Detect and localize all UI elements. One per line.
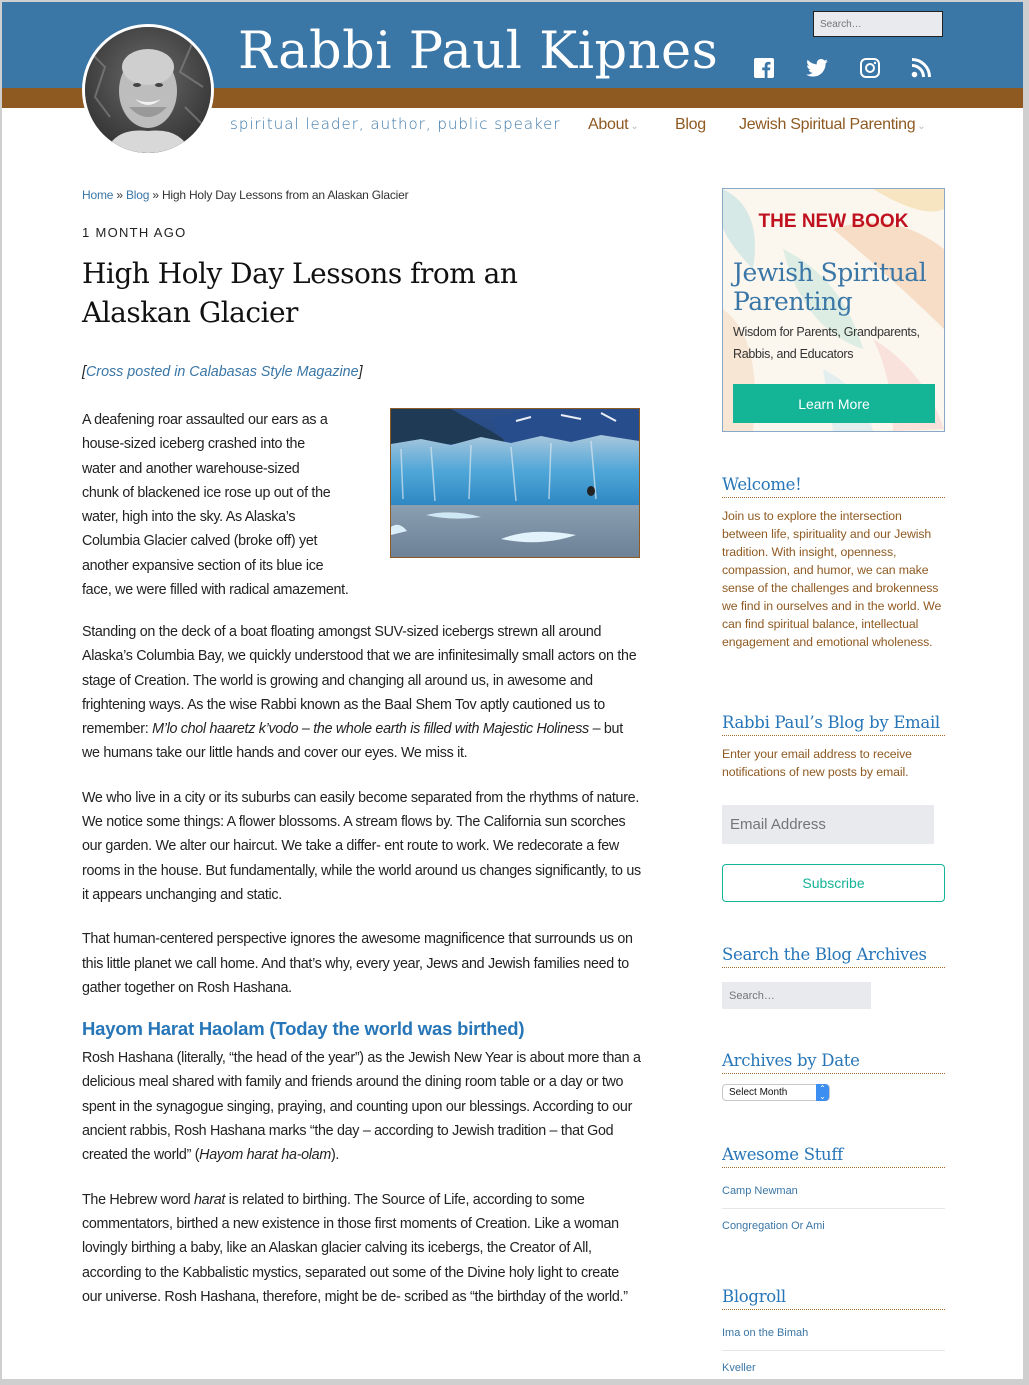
link-camp-newman[interactable]: Camp Newman [722,1185,798,1197]
text-line: water and another warehouse-sized [82,460,300,477]
ad-subtitle [733,321,920,365]
learn-more-button[interactable]: Learn More [733,384,935,423]
main-content [82,188,642,1305]
text-line: water, high into the sky. As Alaska’s [82,509,296,526]
paragraph [82,1188,642,1309]
ad-title-line: Parenting [733,287,853,316]
breadcrumb [82,188,642,202]
text: – but we humans take our little hands and cover our eyes. We miss it. [82,721,623,762]
text-line: another expansive section of its blue ice [82,557,324,574]
cross-post-note [82,364,363,380]
link-congregation-or-ami[interactable]: Congregation Or Ami [722,1220,825,1232]
twitter-icon[interactable] [804,55,830,81]
facebook-icon[interactable] [751,55,777,81]
month-select-value: Select Month [729,1087,788,1098]
breadcrumb-separator: » [149,188,162,202]
glacier-image[interactable] [390,408,640,558]
bracket: [ [82,364,86,380]
text: Standing on the deck of a boat floating amongst SUV-sized icebergs strewn all around Alaska’s Columbia Bay, we quickly understood that we are infinitesimally small actors on the stage of Creation. The world is growing and changing all around us, in awesome and frightening ways. As the wise Rabbi known as the Baal Shem Tov aptly cautioned us to remember: [82,624,637,738]
text-line: house-sized iceberg crashed into the [82,436,305,453]
rss-icon[interactable] [908,55,934,81]
breadcrumb-blog[interactable]: Blog [125,188,150,202]
post-title [82,254,642,332]
nav-item-about[interactable] [588,116,638,134]
section-heading: Hayom Harat Haolam (Today the world was birthed) [82,1018,525,1040]
ad-subtitle-line: Wisdom for Parents, Grandparents, [733,325,920,339]
quote-italic: M’lo chol haaretz k’vodo – the whole earth is filled with Majestic Holiness [152,721,589,738]
site-title[interactable]: Rabbi Paul Kipnes [238,22,719,81]
blogroll-widget [722,1287,945,1374]
text-line: face, we were filled with radical amazement. [82,582,349,599]
ad-title-line: Jewish Spiritual [733,258,927,287]
ad-book-title [733,258,926,316]
text-italic: Hayom harat ha-olam [199,1147,331,1164]
bracket: ] [358,364,363,380]
breadcrumb-home[interactable]: Home [82,188,114,202]
book-ad[interactable] [722,188,945,432]
instagram-icon[interactable] [857,55,883,81]
divider [722,1208,945,1209]
search-widget [722,945,945,968]
link-ima-on-the-bimah[interactable]: Ima on the Bimah [722,1327,809,1339]
widget-title: Welcome! [722,475,945,498]
chevron-down-icon: ⌄ [630,121,639,132]
archive-search-input[interactable] [722,982,871,1009]
header-search-input[interactable] [813,11,943,37]
email-widget [722,713,945,891]
post-title-line: High Holy Day Lessons from an [82,257,518,290]
intro-paragraph [82,408,382,602]
welcome-text: Join us to explore the intersection between life, spirituality and our Jewish tradition. With insight, openness, compassion, and humor, we can make sense of the challenges and brokenness we find in ourselves and in the world. We can find spiritual balance, intellectual engagement and emotional wholeness. [722,509,942,649]
subscribe-button[interactable]: Subscribe [722,864,945,902]
text-line: A deafening roar assaulted our ears as a [82,412,328,428]
widget-title: Awesome Stuff [722,1145,945,1168]
text-line: Columbia Glacier calved (broke off) yet [82,533,318,550]
cross-post-link[interactable]: Cross posted in Calabasas Style Magazine [85,364,359,380]
widget-title: Blogroll [722,1287,945,1310]
text: The Hebrew word [82,1191,195,1208]
widget-title: Search the Blog Archives [722,945,945,968]
paragraph [82,620,642,766]
welcome-widget [722,475,945,651]
post-date: 1 MONTH AGO [82,225,187,240]
nav-item-jewish-spiritual-parenting[interactable] [739,116,925,134]
email-widget-text: Enter your email address to receive notifications of new posts by email. [722,747,912,779]
nav-label: About [588,116,629,133]
select-arrows-icon: ⌃ ⌄ [816,1084,829,1101]
nav-label: Blog [675,116,706,133]
paragraph: We who live in a city or its suburbs can easily become separated from the rhythms of nature. We notice some things: A flower blossoms. A stream flows by. The California sun scorches our garden. We alter our haircut. We take a differ- ent route to work. We redecorate a few rooms in the house. But fundamentally, while the world around us changes significantly, to us it appears unchanging and static. [82,789,641,903]
divider [722,1350,945,1351]
awesome-stuff-widget [722,1145,945,1232]
ad-kicker: THE NEW BOOK [758,211,909,232]
text: Rosh Hashana (literally, “the head of the year”) as the Jewish New Year is about more than a delicious meal shared with family and friends around the dining room table or a day or two spent in the synagogue singing, praying, and counting upon our blessings. According to our ancient rabbis, Rosh Hashana marks “the day – according to Jewish tradition – that God created the world” ( [82,1050,641,1164]
widget-title: Rabbi Paul’s Blog by Email [722,713,945,736]
text-italic: harat [194,1191,226,1208]
page [2,2,1023,1379]
text-line: chunk of blackened ice rose up out of the [82,484,331,501]
month-select[interactable] [722,1084,830,1101]
paragraph: That human-centered perspective ignores the awesome magnificence that surrounds us on this little planet we call home. And that’s why, every year, Jews and Jewish families need to gather together on Rosh Hashana. [82,931,633,996]
breadcrumb-separator: » [113,188,126,202]
nav-item-blog[interactable] [675,116,706,134]
chevron-down-icon: ⌄ [917,121,926,132]
widget-title: Archives by Date [722,1051,945,1074]
ad-subtitle-line: Rabbis, and Educators [733,347,854,361]
paragraph [82,1046,642,1167]
avatar-photo [85,27,211,153]
breadcrumb-current: High Holy Day Lessons from an Alaskan Glacier [161,188,409,202]
avatar[interactable] [82,24,214,156]
archives-widget [722,1051,945,1101]
site-tagline: spiritual leader, author, public speaker [230,115,561,133]
post-title-line: Alaskan Glacier [82,296,298,329]
text: ). [330,1147,340,1164]
nav-label: Jewish Spiritual Parenting [739,116,916,133]
email-address-input[interactable] [722,805,934,844]
text: is related to birthing. The Source of Life, according to some commentators, birthed a new existence in those first moments of Creation. Like a woman lovingly birthing a baby, like an Alaskan glacier calving its icebergs, the Creator of All, according to the Kabbalistic mystics, separated out some of the Divine holy light to create our universe. Rosh Hashana, therefore, might be de- scribed as “the birthday of the world.” [82,1191,628,1305]
link-kveller[interactable]: Kveller [722,1362,756,1374]
